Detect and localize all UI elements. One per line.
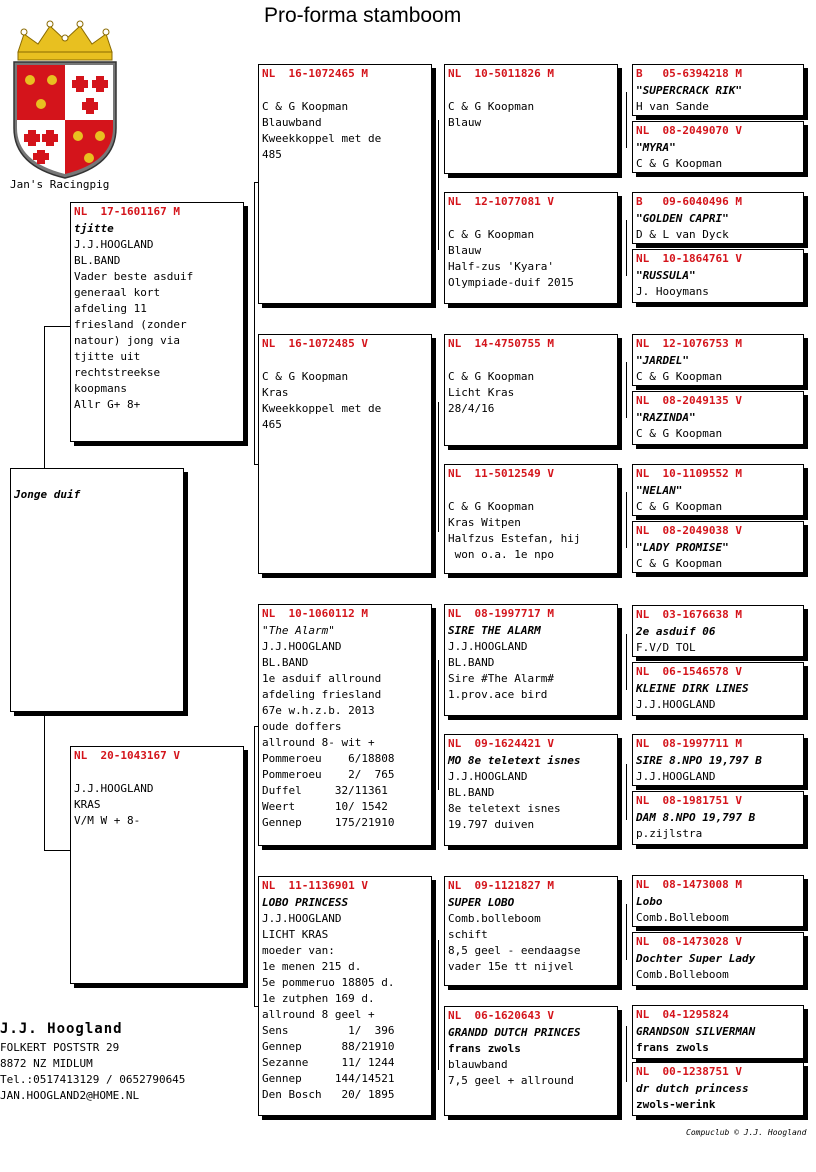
- pigeon-info-line: C & G Koopman: [636, 500, 723, 513]
- pigeon-card-gen4: [632, 64, 804, 116]
- pigeon-info-line: Vader beste asduif: [74, 270, 194, 283]
- pigeon-info-line: Comb.Bolleboom: [636, 911, 729, 924]
- pigeon-info-line: 8,5 geel - eendaagse: [448, 944, 581, 957]
- pigeon-name: DAM 8.NPO 19,797 B: [636, 811, 756, 824]
- pigeon-card-sdd: [444, 464, 618, 574]
- pigeon-info-line: Sens 1/ 396: [262, 1024, 395, 1037]
- pigeon-info-line: [448, 211, 614, 227]
- ring-number: B 09-6040496 M: [636, 195, 742, 208]
- ring-number: NL 08-2049070 V: [636, 124, 742, 137]
- ring-number: NL 10-1864761 V: [636, 252, 742, 265]
- pigeon-name: "GOLDEN CAPRI": [636, 212, 729, 225]
- pigeon-info-line: J.J.HOOGLAND: [74, 782, 154, 795]
- pigeon-card-gen4: [632, 662, 804, 716]
- pigeon-info-line: C & G Koopman: [636, 427, 723, 440]
- pigeon-info-line: BL.BAND: [448, 656, 495, 669]
- pigeon-name: 2e asduif 06: [636, 625, 716, 638]
- ring-number: NL 10-1109552 M: [636, 467, 742, 480]
- pigeon-name: "SUPERCRACK RIK": [636, 84, 742, 97]
- pigeon-info-line: natour) jong via: [74, 334, 180, 347]
- pigeon-info-line: Duffel 32/11361: [262, 784, 388, 797]
- pigeon-info-line: J.J.HOOGLAND: [636, 698, 716, 711]
- pigeon-info-line: frans zwols: [636, 1041, 709, 1054]
- ring-number: NL 03-1676638 M: [636, 608, 742, 621]
- pigeon-name: GRANDD DUTCH PRINCES: [448, 1026, 581, 1039]
- pigeon-info-line: allround 8- wit +: [262, 736, 375, 749]
- connector: [438, 402, 439, 532]
- pigeon-info-line: koopmans: [74, 382, 127, 395]
- pigeon-card-dam: [70, 746, 244, 984]
- pigeon-info-line: C & G Koopman: [262, 370, 349, 383]
- pigeon-info-line: J.J.HOOGLAND: [262, 912, 342, 925]
- ring-number: NL 08-1981751 V: [636, 794, 742, 807]
- pigeon-info-line: schift: [448, 928, 488, 941]
- ring-number: NL 06-1546578 V: [636, 665, 742, 678]
- page-title: Pro-forma stamboom: [264, 4, 462, 27]
- pigeon-card-gen4: [632, 932, 804, 986]
- connector: [438, 660, 439, 790]
- pigeon-info-line: tjitte uit: [74, 350, 141, 363]
- pigeon-info-line: 1e menen 215 d.: [262, 960, 362, 973]
- pigeon-name: Lobo: [636, 895, 663, 908]
- owner-phone: Tel.:0517413129 / 0652790645: [0, 1073, 186, 1086]
- pigeon-card-sire-dam: [258, 334, 432, 574]
- connector: [438, 120, 439, 250]
- pigeon-info-line: [448, 83, 614, 99]
- pigeon-card-gen4: [632, 121, 804, 173]
- pigeon-card-dss: [444, 604, 618, 716]
- pigeon-info-line: generaal kort: [74, 286, 161, 299]
- connector: [438, 940, 439, 1070]
- pigeon-info-line: Kweekkoppel met de: [262, 132, 382, 145]
- pigeon-info-line: moeder van:: [262, 944, 335, 957]
- ring-number: NL 00-1238751 V: [636, 1065, 742, 1078]
- pigeon-card-gen4: [632, 1062, 804, 1116]
- pigeon-info-line: afdeling friesland: [262, 688, 382, 701]
- pigeon-info-line: [74, 765, 240, 781]
- pigeon-info-line: [262, 83, 428, 99]
- pigeon-info-line: [262, 353, 428, 369]
- pigeon-info-line: oude doffers: [262, 720, 342, 733]
- pigeon-info-line: vader 15e tt nijvel: [448, 960, 574, 973]
- connector: [626, 904, 627, 960]
- pigeon-info-line: Pommeroeu 2/ 765: [262, 768, 395, 781]
- crown-shield-logo: [8, 18, 122, 180]
- pigeon-info-line: 1e zutphen 169 d.: [262, 992, 375, 1005]
- ring-number: NL 10-5011826 M: [448, 67, 554, 80]
- pigeon-info-line: Comb.Bolleboom: [636, 968, 729, 981]
- connector: [254, 182, 255, 464]
- pigeon-card-gen4: [632, 334, 804, 386]
- pigeon-info-line: [448, 483, 614, 499]
- pigeon-info-line: [448, 353, 614, 369]
- pigeon-card-gen4: [632, 605, 804, 657]
- pigeon-info-line: C & G Koopman: [448, 100, 535, 113]
- pigeon-info-line: Den Bosch 20/ 1895: [262, 1088, 395, 1101]
- ring-number: NL 14-4750755 M: [448, 337, 554, 350]
- pigeon-info-line: Gennep 175/21910: [262, 816, 395, 829]
- pigeon-info-line: Olympiade-duif 2015: [448, 276, 574, 289]
- pigeon-info-line: p.zijlstra: [636, 827, 703, 840]
- pigeon-info-line: C & G Koopman: [636, 370, 723, 383]
- pigeon-name: MO 8e teletext isnes: [448, 754, 581, 767]
- pigeon-info-line: C & G Koopman: [448, 500, 535, 513]
- pigeon-info-line: frans zwols: [448, 1042, 521, 1055]
- pigeon-info-line: BL.BAND: [448, 786, 495, 799]
- ring-number: NL 11-5012549 V: [448, 467, 554, 480]
- pigeon-name: SIRE 8.NPO 19,797 B: [636, 754, 762, 767]
- footer-credit: Compuclub © J.J. Hoogland: [686, 1128, 807, 1137]
- connector: [626, 92, 627, 148]
- ring-number: NL 08-1997711 M: [636, 737, 742, 750]
- pigeon-info-line: Allr G+ 8+: [74, 398, 141, 411]
- pigeon-card-gen4: [632, 391, 804, 445]
- pigeon-card-dam-sire: [258, 604, 432, 846]
- pigeon-info-line: friesland (zonder: [74, 318, 187, 331]
- connector: [44, 716, 45, 850]
- pigeon-info-line: Weert 10/ 1542: [262, 800, 388, 813]
- brand-label: Jan's Racingpig: [10, 178, 110, 191]
- ring-number: NL 10-1060112 M: [262, 607, 368, 620]
- pigeon-name: tjitte: [74, 222, 114, 235]
- pigeon-info-line: Blauw: [448, 116, 482, 129]
- pigeon-name: "LADY PROMISE": [636, 541, 729, 554]
- pigeon-card-dsd: [444, 734, 618, 846]
- pigeon-info-line: blauwband: [448, 1058, 508, 1071]
- ring-number: NL 11-1136901 V: [262, 879, 368, 892]
- pigeon-info-line: Blauw: [448, 244, 482, 257]
- pigeon-info-line: D & L van Dyck: [636, 228, 729, 241]
- connector: [626, 220, 627, 276]
- connector: [626, 634, 627, 690]
- pigeon-card-dam-dam: [258, 876, 432, 1116]
- pigeon-name: dr dutch princess: [636, 1082, 749, 1095]
- pigeon-info-line: C & G Koopman: [448, 228, 535, 241]
- pigeon-card-ddd: [444, 1006, 618, 1116]
- pigeon-name: "RUSSULA": [636, 269, 696, 282]
- pigeon-info-line: allround 8 geel +: [262, 1008, 375, 1021]
- ring-number: NL 04-1295824: [636, 1008, 729, 1021]
- pigeon-info-line: 19.797 duiven: [448, 818, 535, 831]
- pigeon-info-line: 1.prov.ace bird: [448, 688, 548, 701]
- pigeon-card-sire-sire: [258, 64, 432, 304]
- pigeon-info-line: 7,5 geel + allround: [448, 1074, 574, 1087]
- pigeon-card-sss: [444, 64, 618, 174]
- ring-number: NL 20-1043167 V: [74, 749, 180, 762]
- pigeon-info-line: BL.BAND: [74, 254, 121, 267]
- pigeon-info-line: Sezanne 11/ 1244: [262, 1056, 395, 1069]
- pigeon-info-line: Comb.bolleboom: [448, 912, 541, 925]
- connector: [626, 1026, 627, 1082]
- pigeon-name: "MYRA": [636, 141, 676, 154]
- pigeon-info-line: won o.a. 1e npo: [448, 548, 554, 561]
- pigeon-card-gen4: [632, 875, 804, 927]
- connector: [44, 326, 70, 327]
- owner-name: J.J. Hoogland: [0, 1021, 123, 1037]
- pigeon-info-line: C & G Koopman: [636, 157, 723, 170]
- ring-number: NL 08-1997717 M: [448, 607, 554, 620]
- pigeon-card-gen4: [632, 1005, 804, 1059]
- pigeon-info-line: 465: [262, 418, 282, 431]
- ring-number: NL 17-1601167 M: [74, 205, 180, 218]
- pigeon-info-line: BL.BAND: [262, 656, 309, 669]
- pigeon-name: LOBO PRINCESS: [262, 896, 349, 909]
- pigeon-name: SUPER LOBO: [448, 896, 515, 909]
- pigeon-name: "JARDEL": [636, 354, 689, 367]
- pigeon-info-line: J.J.HOOGLAND: [74, 238, 154, 251]
- pigeon-name: "RAZINDA": [636, 411, 696, 424]
- pigeon-info-line: J.J.HOOGLAND: [448, 770, 528, 783]
- connector: [626, 492, 627, 548]
- owner-address-line: FOLKERT POSTSTR 29: [0, 1041, 120, 1054]
- pigeon-info-line: 5e pommeruo 18805 d.: [262, 976, 395, 989]
- owner-address-line: 8872 NZ MIDLUM: [0, 1057, 93, 1070]
- pigeon-info-line: C & G Koopman: [262, 100, 349, 113]
- pigeon-name: GRANDSON SILVERMAN: [636, 1025, 756, 1038]
- pigeon-card-gen4: [632, 192, 804, 244]
- pigeon-info-line: KRAS: [74, 798, 101, 811]
- pigeon-info-line: 28/4/16: [448, 402, 495, 415]
- pigeon-card-self: [10, 468, 184, 712]
- pigeon-info-line: 67e w.h.z.b. 2013: [262, 704, 375, 717]
- pigeon-info-line: J.J.HOOGLAND: [448, 640, 528, 653]
- pigeon-card-gen4: [632, 249, 804, 303]
- ring-number: NL 09-1624421 V: [448, 737, 554, 750]
- pigeon-info-line: 1e asduif allround: [262, 672, 382, 685]
- pigeon-info-line: C & G Koopman: [636, 557, 723, 570]
- pigeon-info-line: V/M W + 8-: [74, 814, 141, 827]
- pigeon-card-gen4: [632, 791, 804, 845]
- pigeon-info-line: Licht Kras: [448, 386, 515, 399]
- ring-number: NL 08-2049038 V: [636, 524, 742, 537]
- pigeon-info-line: "The Alarm": [262, 624, 335, 637]
- pigeon-info-line: Halfzus Estefan, hij: [448, 532, 581, 545]
- pigeon-info-line: Half-zus 'Kyara': [448, 260, 554, 273]
- pigeon-info-line: Kras Witpen: [448, 516, 521, 529]
- ring-number: NL 16-1072465 M: [262, 67, 368, 80]
- ring-number: NL 16-1072485 V: [262, 337, 368, 350]
- pigeon-info-line: H van Sande: [636, 100, 709, 113]
- owner-email: JAN.HOOGLAND2@HOME.NL: [0, 1089, 140, 1102]
- pigeon-name: SIRE THE ALARM: [448, 624, 541, 637]
- ring-number: NL 08-1473008 M: [636, 878, 742, 891]
- pigeon-name: Dochter Super Lady: [636, 952, 756, 965]
- ring-number: NL 08-1473028 V: [636, 935, 742, 948]
- pigeon-card-sire: [70, 202, 244, 442]
- pigeon-info-line: afdeling 11: [74, 302, 147, 315]
- pigeon-card-gen4: [632, 521, 804, 573]
- pigeon-info-line: Kweekkoppel met de: [262, 402, 382, 415]
- ring-number: B 05-6394218 M: [636, 67, 742, 80]
- pigeon-info-line: Blauwband: [262, 116, 322, 129]
- pigeon-info-line: J. Hooymans: [636, 285, 709, 298]
- connector: [44, 326, 45, 468]
- pigeon-card-sds: [444, 334, 618, 446]
- pigeon-card-gen4: [632, 734, 804, 786]
- pigeon-name: KLEINE DIRK LINES: [636, 682, 749, 695]
- pigeon-name: "NELAN": [636, 484, 683, 497]
- pigeon-info-line: Kras: [262, 386, 289, 399]
- pigeon-info-line: Pommeroeu 6/18808: [262, 752, 395, 765]
- connector: [44, 850, 70, 851]
- pigeon-info-line: J.J.HOOGLAND: [636, 770, 716, 783]
- connector: [254, 726, 255, 1006]
- owner-block: [0, 1018, 185, 1104]
- ring-number: NL 09-1121827 M: [448, 879, 554, 892]
- connector: [626, 764, 627, 820]
- pigeon-info-line: Gennep 144/14521: [262, 1072, 395, 1085]
- ring-number: NL 08-2049135 V: [636, 394, 742, 407]
- pigeon-info-line: Sire #The Alarm#: [448, 672, 554, 685]
- pigeon-info-line: zwols-werink: [636, 1098, 716, 1111]
- pigeon-card-gen4: [632, 464, 804, 516]
- pigeon-info-line: 8e teletext isnes: [448, 802, 561, 815]
- pigeon-info-line: LICHT KRAS: [262, 928, 329, 941]
- connector: [626, 362, 627, 418]
- pigeon-info-line: C & G Koopman: [448, 370, 535, 383]
- pigeon-info-line: rechtstreekse: [74, 366, 161, 379]
- ring-number: NL 06-1620643 V: [448, 1009, 554, 1022]
- pigeon-card-ssd: [444, 192, 618, 304]
- pigeon-info-line: Gennep 88/21910: [262, 1040, 395, 1053]
- ring-number: NL 12-1077081 V: [448, 195, 554, 208]
- ring-number: NL 12-1076753 M: [636, 337, 742, 350]
- pigeon-name: Jonge duif: [14, 488, 81, 501]
- pigeon-card-dds: [444, 876, 618, 986]
- pigeon-info-line: F.V/D TOL: [636, 641, 696, 654]
- pigeon-info-line: J.J.HOOGLAND: [262, 640, 342, 653]
- pigeon-info-line: 485: [262, 148, 282, 161]
